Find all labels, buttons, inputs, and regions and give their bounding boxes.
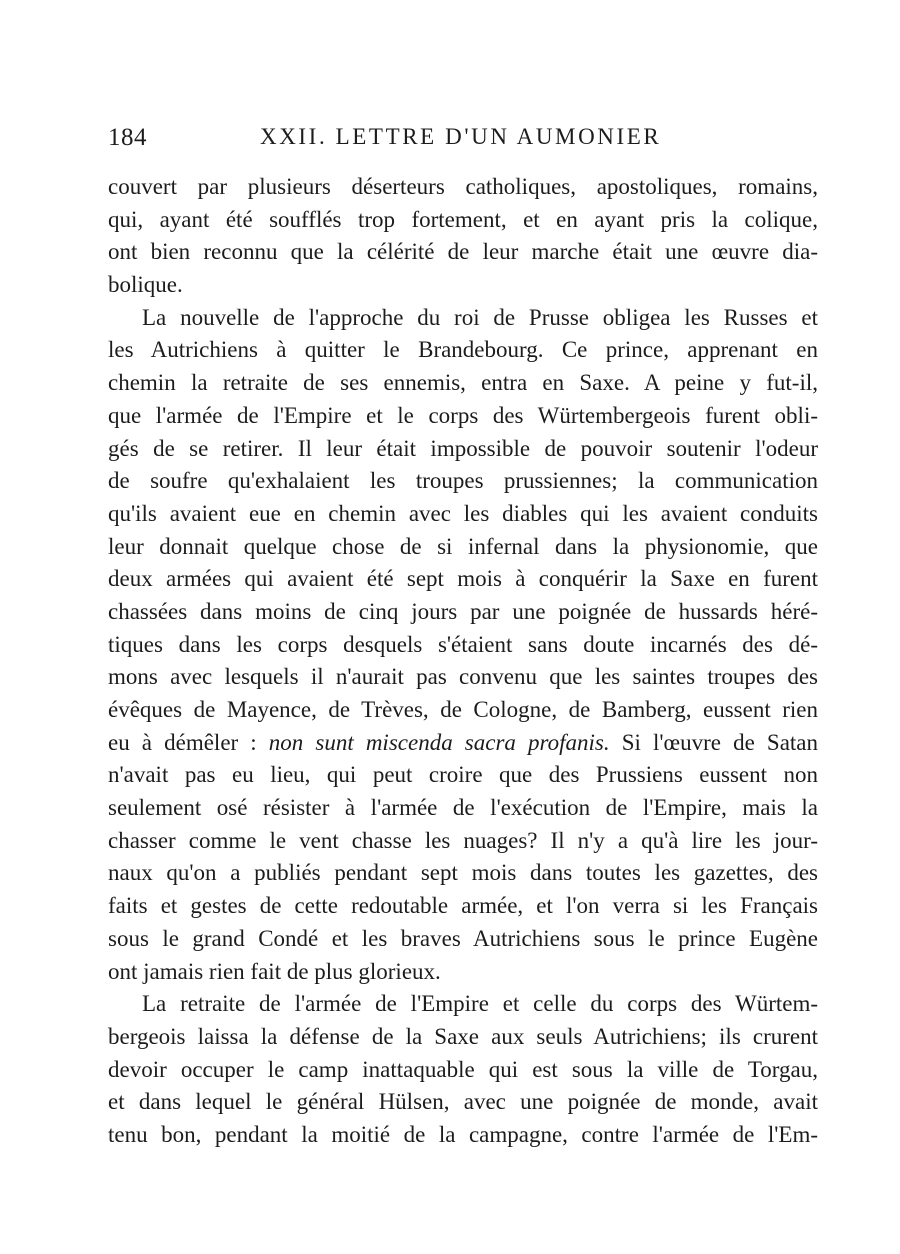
paragraph-2 — [108, 302, 818, 988]
text-line: chemin la retraite de ses ennemis, entra en Saxe. A peine y fut-il, — [108, 370, 818, 396]
text-line: sous le grand Condé et les braves Autrichiens sous le prince Eugène — [108, 925, 818, 951]
text-line: gés de se retirer. Il leur était impossible de pouvoir soutenir l'odeur — [108, 435, 818, 461]
text-line: ont jamais rien fait de plus glorieux. — [108, 958, 441, 984]
text-line: qu'ils avaient eue en chemin avec les diables qui les avaient conduits — [108, 500, 818, 526]
text-line: faits et gestes de cette redoutable armée, et l'on verra si les Français — [108, 893, 818, 919]
text-line: de soufre qu'exhalaient les troupes prussiennes; la communication — [108, 468, 818, 494]
text-line: leur donnait quelque chose de si infernal dans la physionomie, que — [108, 533, 818, 559]
text-line: chassées dans moins de cinq jours par une poignée de hussards héré- — [108, 598, 818, 624]
paragraph-1 — [108, 171, 818, 302]
text-line: tiques dans les corps desquels s'étaient sans doute incarnés des dé- — [108, 631, 818, 657]
text-line: La nouvelle de l'approche du roi de Prusse obligea les Russes et — [142, 304, 818, 330]
text-line: La retraite de l'armée de l'Empire et celle du corps des Würtem- — [142, 991, 818, 1017]
text-line: évêques de Mayence, de Trèves, de Cologne, de Bamberg, eussent rien — [108, 697, 818, 722]
text-line: ont bien reconnu que la célérité de leur marche était une œuvre dia- — [108, 239, 818, 265]
text-line: seulement osé résister à l'armée de l'exécution de l'Empire, mais la — [108, 795, 818, 821]
page-number: 184 — [108, 124, 147, 151]
chapter-title: XXII. LETTRE D'UN AUMONIER — [260, 124, 662, 149]
paragraph-3 — [108, 988, 818, 1151]
text-line: les Autrichiens à quitter le Brandebourg. Ce prince, apprenant en — [108, 337, 818, 363]
text-line: mons avec lesquels il n'aurait pas convenu que les saintes troupes des — [108, 664, 818, 690]
text-line: chasser comme le vent chasse les nuages? Il n'y a qu'à lire les jour- — [108, 827, 818, 853]
text-line-latin — [108, 727, 818, 760]
text-line: deux armées qui avaient été sept mois à conquérir la Saxe en furent — [108, 566, 818, 592]
text-line: couvert par plusieurs déserteurs catholiques, apostoliques, romains, — [108, 174, 818, 199]
text-line: naux qu'on a publiés pendant sept mois dans toutes les gazettes, des — [108, 860, 818, 886]
text-fragment: eu à démêler : — [108, 729, 269, 755]
text-line: tenu bon, pendant la moitié de la campagne, contre l'armée de l'Em- — [108, 1121, 818, 1147]
text-line: bergeois laissa la défense de la Saxe aux seuls Autrichiens; ils crurent — [108, 1023, 818, 1049]
running-header — [108, 124, 818, 164]
text-line: bolique. — [108, 272, 183, 298]
text-line: et dans lequel le général Hülsen, avec une poignée de monde, avait — [108, 1089, 818, 1115]
text-line: n'avait pas eu lieu, qui peut croire que des Prussiens eussent non — [108, 762, 818, 788]
body-text — [108, 171, 818, 1152]
text-line: que l'armée de l'Empire et le corps des Würtembergeois furent obli- — [108, 402, 818, 428]
text-line: qui, ayant été soufflés trop fortement, et en ayant pris la colique, — [108, 206, 818, 232]
text-fragment: Si l'œuvre de Satan — [609, 729, 818, 755]
latin-quote: non sunt miscenda sacra profanis. — [268, 729, 610, 755]
text-line: devoir occuper le camp inattaquable qui est sous la ville de Torgau, — [108, 1056, 818, 1082]
